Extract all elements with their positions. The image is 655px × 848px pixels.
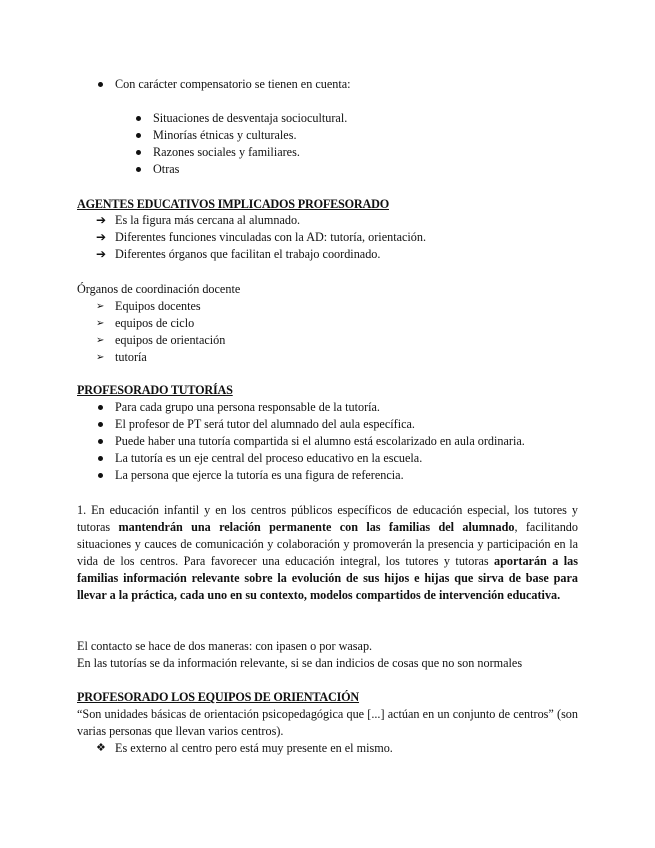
bullet-dot-icon [98,82,103,87]
coordination-title: Órganos de coordinación docente [77,282,241,296]
arrowhead-icon: ➢ [96,301,105,312]
arrowhead-icon: ➢ [96,352,105,363]
arrow-right-icon: ➔ [96,247,107,261]
arrow-right-icon: ➔ [96,213,107,227]
list-item: La persona que ejerce la tutoría es una figura de referencia. [115,467,615,484]
contact-line: En las tutorías se da información relevante, si se dan indicios de cosas que no son normales [77,656,523,670]
agents-list [96,212,615,263]
list-item: ➔ Diferentes órganos que facilitan el trabajo coordinado. [96,247,381,261]
bullet-dot-icon [136,116,141,121]
paragraph-families: 1. En educación infantil y en los centros públicos específicos de educación especial, los tutores y tutoras mantendrán una relación permanente con las familias del alumnado, facilitando situaciones y cauces de comunicación y colaboración y promoverán la presencia y participación en la vida de los centros. Para favorecer una educación integral, los tutores y tutoras aportarán a las familias información relevante sobre la evolución de sus hijos e hijas que sirva de base para llevar a la práctica, cada uno en su contexto, modelos compartidos de intervención educativa. [77,503,579,602]
bullet-dot-icon [98,456,103,461]
list-item: Puede haber una tutoría compartida si el alumno está escolarizado en aula ordinaria. [115,433,615,450]
list-item: La tutoría es un eje central del proceso educativo en la escuela. [115,450,615,467]
list-item: Minorías étnicas y culturales. [153,127,603,144]
list-item: ➔ Es la figura más cercana al alumnado. [96,213,301,227]
list-item: ❖ Es externo al centro pero está muy presente en el mismo. [96,741,393,755]
bullet-dot-icon [136,150,141,155]
bullet-dot-icon [136,133,141,138]
diamond-bullet-icon: ❖ [96,742,106,754]
list-item: ➢ tutoría [96,350,147,364]
tutorias-list [115,399,615,484]
top-bullet-text: Con carácter compensatorio se tienen en cuenta: [115,77,351,91]
section-heading-agents: AGENTES EDUCATIVOS IMPLICADOS PROFESORADO [77,197,389,211]
list-item: ➢ equipos de ciclo [96,316,195,330]
bullet-dot-icon [98,405,103,410]
list-item: ➢ equipos de orientación [96,333,226,347]
bullet-dot-icon [98,439,103,444]
top-bullet [115,76,615,93]
bullet-dot-icon [136,167,141,172]
list-item: ➔ Diferentes funciones vinculadas con la AD: tutoría, orientación. [96,230,427,244]
orientacion-list [96,740,615,757]
arrow-right-icon: ➔ [96,230,107,244]
list-item: Otras [153,161,603,178]
list-item: El profesor de PT será tutor del alumnado del aula específica. [115,416,615,433]
orientation-quote: “Son unidades básicas de orientación psicopedagógica que [...] actúan en un conjunto de centros” (son varias personas que llevan varios centros). [77,707,578,738]
coordination-list [96,298,615,366]
arrowhead-icon: ➢ [96,318,105,329]
emphasis-text: mantendrán una relación permanente con las familias del alumnado [118,520,515,534]
list-item: Razones sociales y familiares. [153,144,603,161]
arrowhead-icon: ➢ [96,335,105,346]
list-item: ➢ Equipos docentes [96,299,201,313]
bullet-dot-icon [98,422,103,427]
section-heading-orientacion: PROFESORADO LOS EQUIPOS DE ORIENTACIÓN [77,690,360,704]
compensatory-list [153,110,603,178]
section-heading-tutorias: PROFESORADO TUTORÍAS [77,383,233,397]
bullet-dot-icon [98,473,103,478]
list-item: Para cada grupo una persona responsable de la tutoría. [115,399,615,416]
emphasis-text: aportarán a las familias información relevante sobre la evolución de sus hijos e hijas que sirva de base para llevar a la práctica, cada uno en su contexto, modelos compartidos de intervención educativa. [77,554,579,602]
contact-line: El contacto se hace de dos maneras: con ipasen o por wasap. [77,639,373,653]
list-item: Situaciones de desventaja sociocultural. [153,110,603,127]
